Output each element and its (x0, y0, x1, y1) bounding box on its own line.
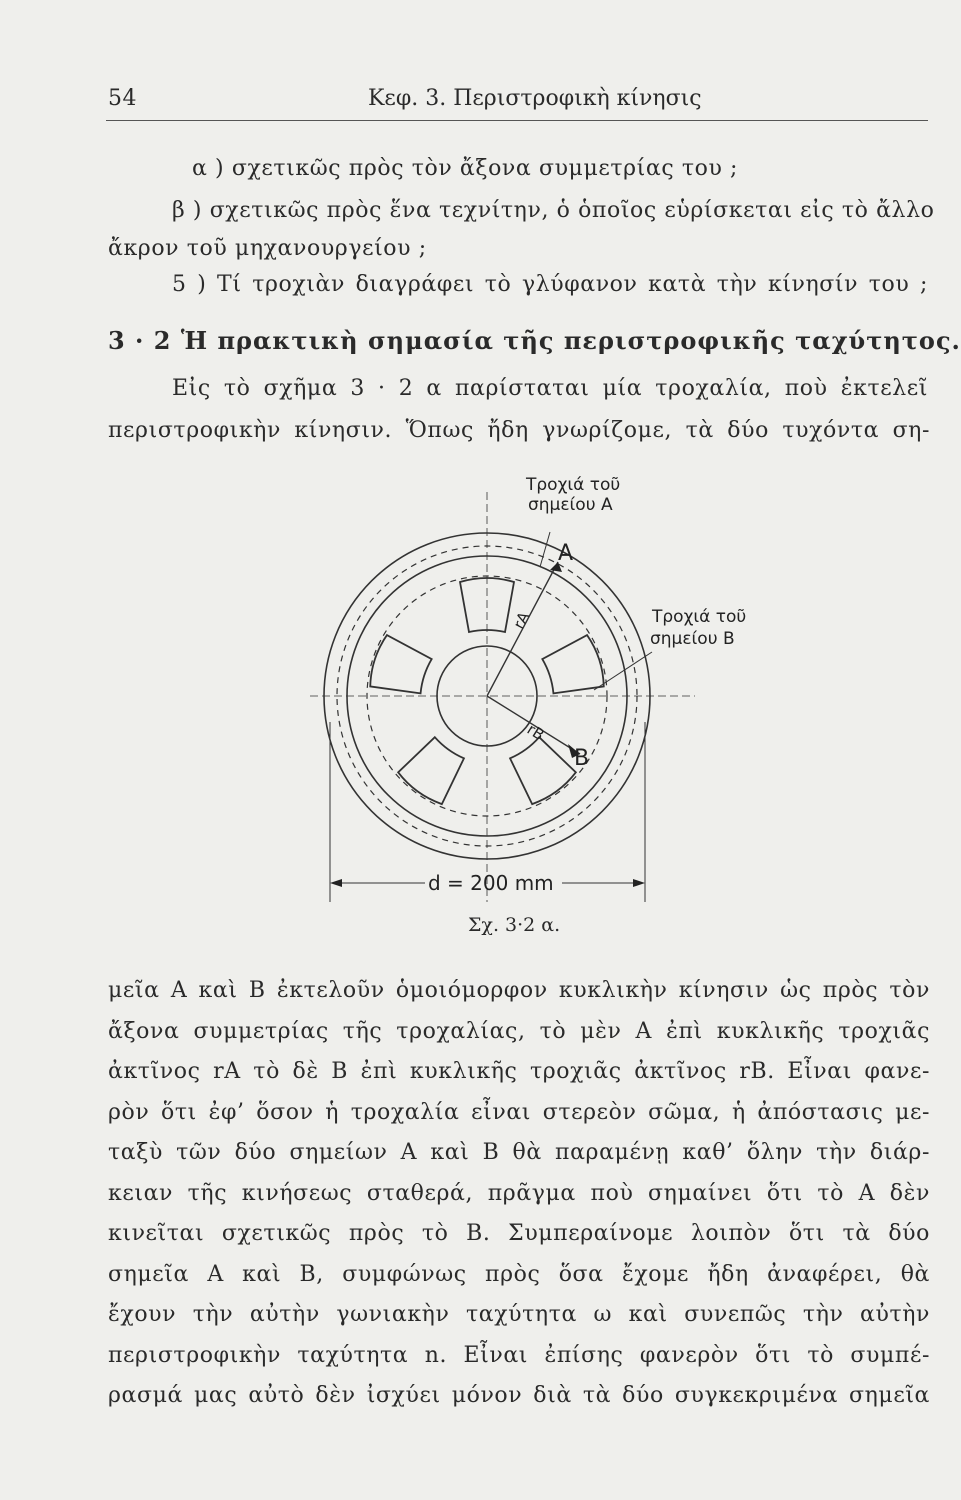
body-line: σημεῖα Α καὶ Β, συμφώνως πρὸς ὅσα ἔχομε ἤδη ἀναφέρει, θὰ (108, 1261, 930, 1287)
trajectory-a-label-1: Τροχιά τοῦ (526, 475, 621, 495)
trajectory-b-label-2: σημείου Β (650, 629, 735, 649)
dimension-label: d = 200 mm (428, 871, 554, 895)
radius-a-label: rA (509, 608, 534, 632)
body-line: κινεῖται σχετικῶς πρὸς τὸ Β. Συμπεραίνομε λοιπὸν ὅτι τὰ δύο (108, 1221, 930, 1246)
body-line: ρασμά μας αὐτὸ δὲν ἰσχύει μόνον διὰ τὰ δύο συγκεκριμένα σημεῖα (108, 1383, 930, 1408)
body-line: ἀκτῖνος rA τὸ δὲ Β ἐπὶ κυκλικῆς τροχιᾶς ἀκτῖνος rB. Εἶναι φανε- (108, 1059, 930, 1084)
trajectory-b-label-1: Τροχιά τοῦ (652, 607, 747, 627)
dimension-arrow-left (330, 879, 342, 887)
body-line: ἔχουν τὴν αὐτὴν γωνιακὴν ταχύτητα ω καὶ συνεπῶς τὴν αὐτὴν (108, 1302, 930, 1327)
dimension-arrow-right (633, 879, 645, 887)
body-line: κειαν τῆς κινήσεως σταθερά, πρᾶγμα ποὺ σημαίνει ὅτι τὸ Α δὲν (108, 1180, 930, 1206)
body-line: μεῖα Α καὶ Β ἐκτελοῦν ὁμοιόμορφον κυκλικὴν κίνησιν ὡς πρὸς τὸν (108, 978, 930, 1003)
question-line-4: 5 ) Τί τροχιὰν διαγράφει τὸ γλύφανον κατὰ τὴν κίνησίν του ; (172, 272, 928, 297)
trajectory-a-label-2: σημείου Α (528, 495, 613, 515)
question-line-1: α ) σχετικῶς πρὸς τὸν ἄξονα συμμετρίας του ; (192, 156, 739, 181)
pulley-diagram (300, 462, 747, 942)
radius-b-label: rB (523, 720, 548, 745)
question-line-3: ἄκρον τοῦ μηχανουργείου ; (108, 236, 427, 261)
running-head: Κεφ. 3. Περιστροφικὴ κίνησις (368, 86, 702, 111)
question-line-2: β ) σχετικῶς πρὸς ἕνα τεχνίτην, ὁ ὁποῖος εὑρίσκεται εἰς τὸ ἄλλο (172, 198, 935, 223)
section-heading: 3 · 2 Ἡ πρακτικὴ σημασία τῆς περιστροφικῆς ταχύτητος. (108, 326, 961, 355)
body-line: περιστροφικὴν ταχύτητα n. Εἶναι ἐπίσης φανερὸν ὅτι τὸ συμπέ- (108, 1342, 930, 1368)
point-a-label: A (558, 541, 574, 566)
body-line: ταξὺ τῶν δύο σημείων Α καὶ Β θὰ παραμένῃ καθ’ ὅλην τὴν διάρ- (108, 1140, 930, 1165)
body-line: ἄξονα συμμετρίας τῆς τροχαλίας, τὸ μὲν Α ἐπὶ κυκλικῆς τροχιᾶς (108, 1018, 930, 1044)
body-line: ρὸν ὅτι ἐφ’ ὅσον ἡ τροχαλία εἶναι στερεὸν σῶμα, ἡ ἀπόστασις με- (108, 1099, 930, 1125)
intro-line-1: Εἰς τὸ σχῆμα 3 · 2 α παρίσταται μία τροχαλία, ποὺ ἐκτελεῖ (172, 376, 928, 401)
intro-line-2: περιστροφικὴν κίνησιν. Ὅπως ἤδη γνωρίζομε, τὰ δύο τυχόντα ση- (108, 418, 930, 443)
header-rule (106, 120, 928, 121)
leader-a (540, 532, 550, 567)
page-number: 54 (108, 86, 137, 111)
point-b-label: B (574, 746, 590, 771)
figure-caption: Σχ. 3·2 α. (468, 914, 561, 936)
pulley-figure (300, 462, 747, 942)
